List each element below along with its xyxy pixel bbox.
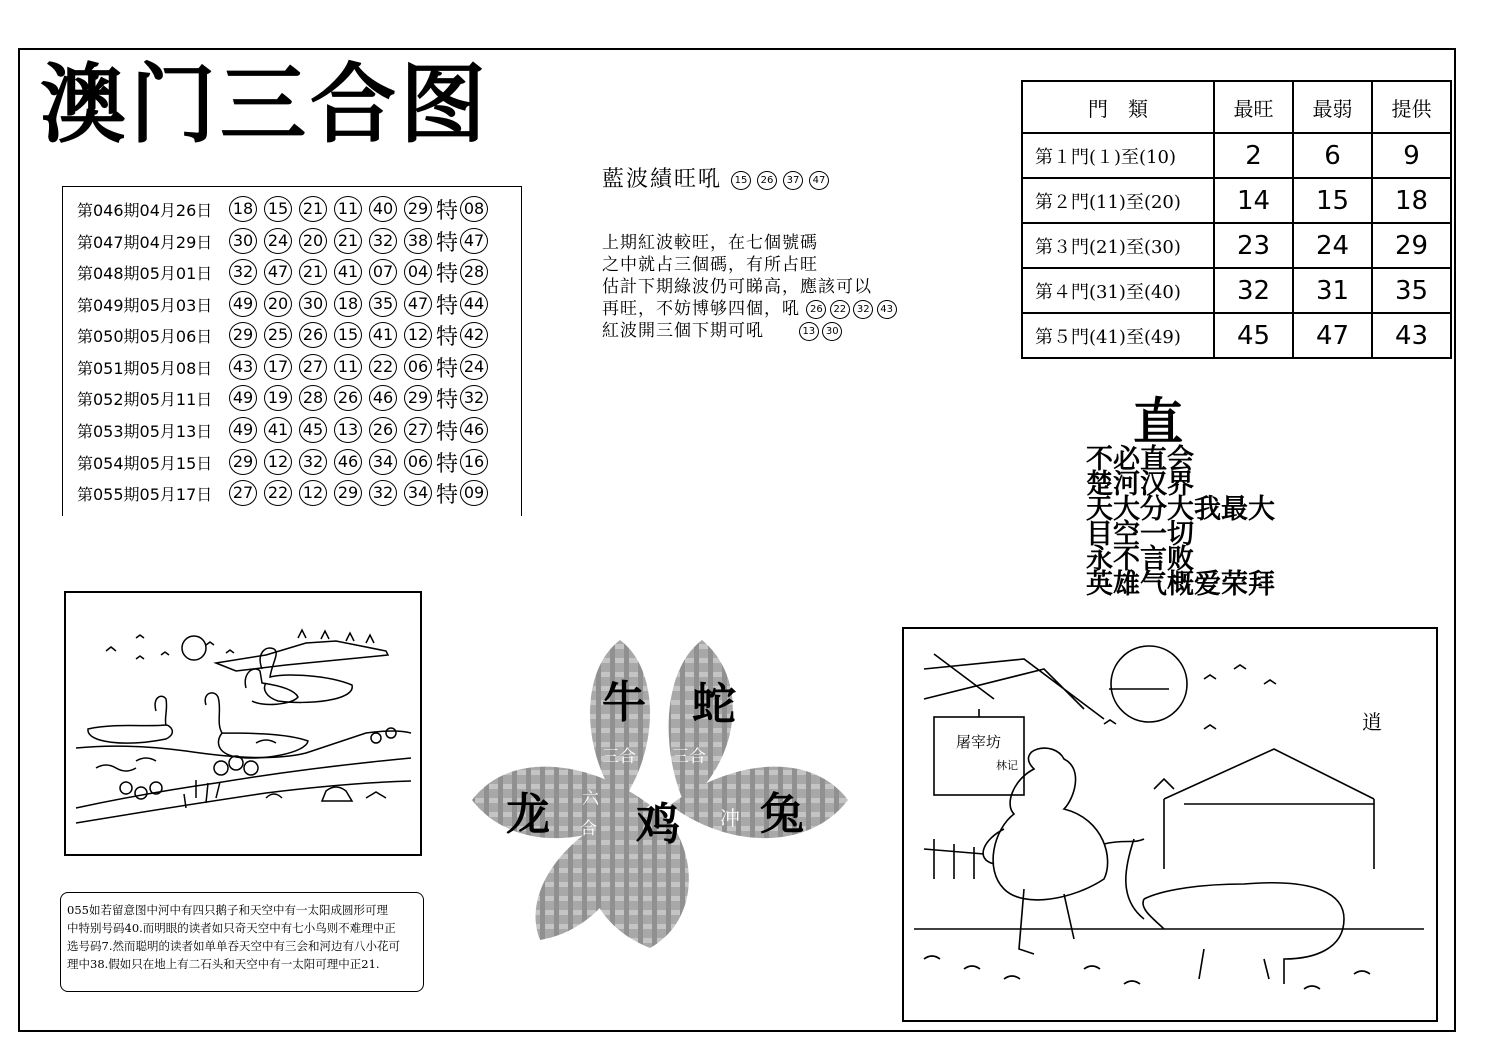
- small-ball: 30: [822, 322, 842, 341]
- sanhe-label-2: 三合: [672, 747, 706, 767]
- geese-drawing: [66, 593, 420, 854]
- small-ball: 15: [731, 171, 751, 190]
- special-label: 特: [436, 198, 459, 224]
- he-label: 合: [580, 819, 597, 839]
- door-table-header: [1022, 81, 1451, 133]
- geese-illustration: [64, 591, 422, 856]
- small-ball: 13: [799, 322, 819, 341]
- history-row: [77, 416, 495, 444]
- special-label: 特: [436, 419, 459, 445]
- special-ball: 24: [460, 354, 488, 380]
- small-ball: 26: [757, 171, 777, 190]
- issue-label: 第047期04月29日: [77, 232, 213, 252]
- zodiac-snake: 蛇: [692, 679, 736, 730]
- shop-sign-sub: 林记: [996, 759, 1018, 772]
- small-ball: 22: [830, 300, 850, 319]
- door-value: 14: [1214, 178, 1293, 223]
- door-value: 15: [1293, 178, 1372, 223]
- door-header-cold: 最弱: [1293, 81, 1372, 133]
- number-ball: 29: [229, 449, 257, 475]
- number-ball: 35: [369, 291, 397, 317]
- number-ball: 11: [334, 354, 362, 380]
- number-ball: 27: [299, 354, 327, 380]
- blue-wave-paragraph: [602, 232, 894, 342]
- number-ball: 15: [264, 196, 292, 222]
- door-row: [1022, 223, 1451, 268]
- number-ball: 17: [264, 354, 292, 380]
- number-ball: 26: [334, 385, 362, 411]
- zodiac-dragon: 龙: [506, 789, 550, 840]
- number-ball: 20: [264, 291, 292, 317]
- number-ball: 21: [334, 228, 362, 254]
- special-ball: 28: [460, 259, 488, 285]
- number-ball: 34: [404, 480, 432, 506]
- history-row: [77, 195, 495, 223]
- door-value: 9: [1372, 133, 1451, 178]
- special-ball: 42: [460, 322, 488, 348]
- number-ball: 43: [229, 354, 257, 380]
- number-ball: 29: [404, 385, 432, 411]
- number-ball: 26: [369, 417, 397, 443]
- number-ball: 12: [264, 449, 292, 475]
- poem-line: 不必直会: [1086, 444, 1194, 475]
- butcher-drawing: [904, 629, 1436, 1020]
- door-value: 35: [1372, 268, 1451, 313]
- paragraph-line-text: 再旺，不妨博够四個，吼: [602, 299, 800, 319]
- number-ball: 32: [369, 228, 397, 254]
- number-ball: 15: [334, 322, 362, 348]
- special-ball: 47: [460, 228, 488, 254]
- note-line: 055如若留意图中河中有四只鹅子和天空中有一太阳成圆形可理: [67, 903, 388, 917]
- number-ball: 21: [299, 259, 327, 285]
- history-row: [77, 321, 495, 349]
- issue-label: 第053期05月13日: [77, 421, 213, 441]
- issue-label: 第050期05月06日: [77, 326, 213, 346]
- door-row: [1022, 133, 1451, 178]
- number-ball: 32: [369, 480, 397, 506]
- history-row: [77, 384, 495, 412]
- special-label: 特: [436, 451, 459, 477]
- number-ball: 47: [404, 291, 432, 317]
- number-ball: 24: [264, 228, 292, 254]
- special-label: 特: [436, 387, 459, 413]
- note-line: 理中38.假如只在地上有二石头和天空中有一太阳可理中正21.: [67, 957, 380, 971]
- zodiac-ox: 牛: [602, 677, 646, 728]
- number-ball: 38: [404, 228, 432, 254]
- small-ball: 32: [853, 300, 873, 319]
- number-ball: 34: [369, 449, 397, 475]
- special-ball: 46: [460, 417, 488, 443]
- door-row: [1022, 178, 1451, 223]
- zodiac-rooster: 鸡: [636, 799, 680, 850]
- sanhe-label-1: 三合: [602, 747, 636, 767]
- issue-label: 第049期05月03日: [77, 295, 213, 315]
- small-ball: 47: [809, 171, 829, 190]
- shop-sign-name: 屠宰坊: [956, 733, 1002, 751]
- history-row: [77, 448, 495, 476]
- paragraph-line-5: [602, 320, 894, 342]
- poem: [1086, 444, 1275, 600]
- number-ball: 29: [229, 322, 257, 348]
- liu-label: 六: [582, 789, 599, 809]
- number-ball: 41: [334, 259, 362, 285]
- paragraph-line-4: [602, 298, 894, 320]
- door-header-category: 門 類: [1022, 81, 1214, 133]
- number-ball: 49: [229, 291, 257, 317]
- issue-label: 第051期05月08日: [77, 358, 213, 378]
- special-ball: 08: [460, 196, 488, 222]
- small-ball: 37: [783, 171, 803, 190]
- number-ball: 06: [404, 449, 432, 475]
- number-ball: 46: [334, 449, 362, 475]
- door-value: 2: [1214, 133, 1293, 178]
- special-label: 特: [436, 482, 459, 508]
- number-ball: 11: [334, 196, 362, 222]
- special-label: 特: [436, 261, 459, 287]
- history-box: [62, 186, 522, 516]
- chong-label: 冲: [720, 806, 740, 830]
- number-ball: 25: [264, 322, 292, 348]
- note-line: 选号码7.然而聪明的读者如单单吞天空中有三会和河边有八小花可: [67, 939, 400, 953]
- number-ball: 21: [299, 196, 327, 222]
- blue-wave-title: 藍波績旺吼: [602, 167, 723, 192]
- small-ball: 26: [806, 300, 826, 319]
- small-ball: 43: [877, 300, 897, 319]
- side-character: 逍: [1362, 710, 1382, 734]
- door-label: 第１門(１)至(10): [1022, 133, 1214, 178]
- paragraph-line: 估計下期綠波仍可睇高，應該可以: [602, 277, 872, 297]
- poem-title: 直: [1133, 392, 1183, 451]
- door-label: 第３門(21)至(30): [1022, 223, 1214, 268]
- blue-wave-heading: [602, 162, 826, 193]
- number-ball: 22: [264, 480, 292, 506]
- number-ball: 45: [299, 417, 327, 443]
- door-value: 24: [1293, 223, 1372, 268]
- number-ball: 28: [299, 385, 327, 411]
- door-value: 47: [1293, 313, 1372, 358]
- door-value: 43: [1372, 313, 1451, 358]
- special-label: 特: [436, 324, 459, 350]
- issue-label: 第048期05月01日: [77, 263, 213, 283]
- door-value: 45: [1214, 313, 1293, 358]
- number-ball: 26: [299, 322, 327, 348]
- number-ball: 27: [229, 480, 257, 506]
- history-row: [77, 479, 495, 507]
- number-ball: 29: [404, 196, 432, 222]
- number-ball: 32: [229, 259, 257, 285]
- number-ball: 46: [369, 385, 397, 411]
- number-ball: 12: [299, 480, 327, 506]
- number-ball: 41: [264, 417, 292, 443]
- special-ball: 44: [460, 291, 488, 317]
- door-value: 29: [1372, 223, 1451, 268]
- poem-line: 目空一切: [1086, 519, 1194, 550]
- issue-label: 第055期05月17日: [77, 484, 213, 504]
- number-ball: 47: [264, 259, 292, 285]
- special-label: 特: [436, 230, 459, 256]
- door-row: [1022, 268, 1451, 313]
- history-row: [77, 227, 495, 255]
- door-header-provide: 提供: [1372, 81, 1451, 133]
- door-value: 18: [1372, 178, 1451, 223]
- history-row: [77, 353, 495, 381]
- paragraph-line: 上期紅波較旺，在七個號碼: [602, 233, 818, 253]
- issue-label: 第052期05月11日: [77, 389, 213, 409]
- zodiac-rabbit: 兔: [760, 789, 804, 840]
- number-ball: 18: [229, 196, 257, 222]
- number-ball: 40: [369, 196, 397, 222]
- paragraph-line-text: 紅波開三個下期可吼: [602, 321, 764, 341]
- note-line: 中特别号码40.而明眼的读者如只奇天空中有七小鸟则不难理中正: [67, 921, 396, 935]
- special-ball: 09: [460, 480, 488, 506]
- poem-line: 楚河汉界: [1086, 469, 1194, 500]
- special-ball: 16: [460, 449, 488, 475]
- number-ball: 13: [334, 417, 362, 443]
- door-value: 31: [1293, 268, 1372, 313]
- number-ball: 49: [229, 385, 257, 411]
- page-title: 澳门三合图: [40, 55, 490, 155]
- special-ball: 32: [460, 385, 488, 411]
- number-ball: 04: [404, 259, 432, 285]
- issue-label: 第046期04月26日: [77, 200, 213, 220]
- door-value: 32: [1214, 268, 1293, 313]
- riddle-note: [60, 892, 424, 992]
- number-ball: 07: [369, 259, 397, 285]
- zodiac-flower: [470, 630, 850, 950]
- number-ball: 41: [369, 322, 397, 348]
- history-row: [77, 290, 495, 318]
- number-ball: 30: [299, 291, 327, 317]
- number-ball: 18: [334, 291, 362, 317]
- issue-label: 第054期05月15日: [77, 453, 213, 473]
- number-ball: 22: [369, 354, 397, 380]
- door-row: [1022, 313, 1451, 358]
- number-ball: 20: [299, 228, 327, 254]
- butcher-illustration: [902, 627, 1438, 1022]
- number-ball: 30: [229, 228, 257, 254]
- number-ball: 27: [404, 417, 432, 443]
- door-label: 第２門(11)至(20): [1022, 178, 1214, 223]
- poem-line: 天大分大我最大: [1086, 494, 1275, 525]
- special-label: 特: [436, 293, 459, 319]
- poem-line: 永不言败: [1086, 544, 1194, 575]
- door-value: 23: [1214, 223, 1293, 268]
- number-ball: 29: [334, 480, 362, 506]
- door-table: [1021, 80, 1452, 359]
- door-header-hot: 最旺: [1214, 81, 1293, 133]
- number-ball: 32: [299, 449, 327, 475]
- door-label: 第５門(41)至(49): [1022, 313, 1214, 358]
- number-ball: 06: [404, 354, 432, 380]
- number-ball: 12: [404, 322, 432, 348]
- door-label: 第４門(31)至(40): [1022, 268, 1214, 313]
- poem-line: 英雄气概爱荣拜: [1086, 569, 1275, 600]
- door-value: 6: [1293, 133, 1372, 178]
- history-row: [77, 258, 495, 286]
- number-ball: 19: [264, 385, 292, 411]
- paragraph-line: 之中就占三個碼，有所占旺: [602, 255, 818, 275]
- special-label: 特: [436, 356, 459, 382]
- number-ball: 49: [229, 417, 257, 443]
